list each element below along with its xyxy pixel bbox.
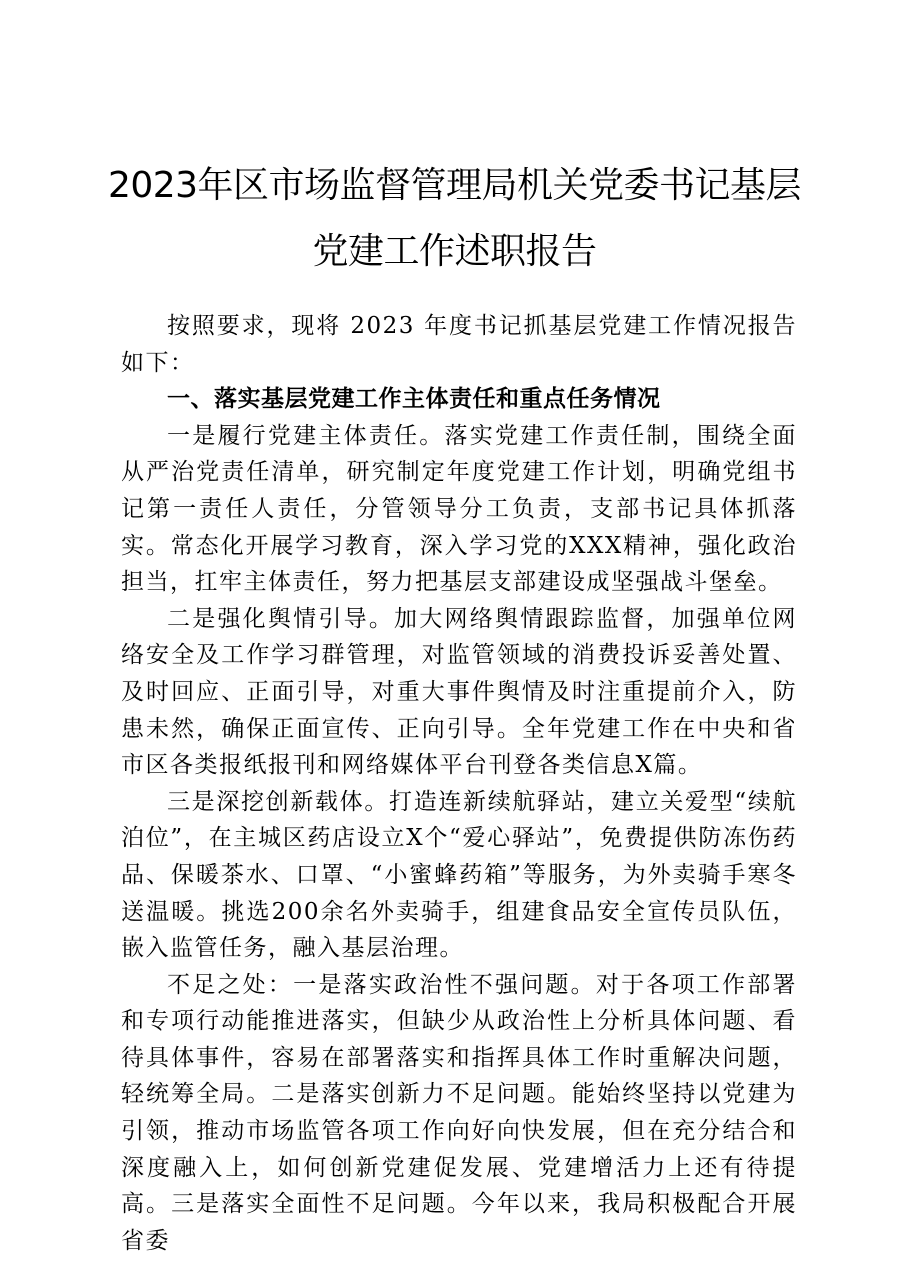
document-title-line-2: 党建工作述职报告 <box>312 231 597 272</box>
intro-paragraph: 按照要求，现将 2023 年度书记抓基层党建工作情况报告如下： <box>121 313 797 376</box>
paragraph-public-opinion: 二是强化舆情引导。加大网络舆情跟踪监督，加强单位网络安全及工作学习群管理，对监管领域的消费投诉妥善处置、及时回应、正面引导，对重大事件舆情及时注重提前介入，防患未然，确保正面宣传、正向引导。全年党建工作在中央和省市区各类报纸报刊和网络媒体平台刊登各类信息X篇。 <box>121 605 797 779</box>
paragraph-party-responsibility: 一是履行党建主体责任。落实党建工作责任制，围绕全面从严治党责任清单，研究制定年度党建工作计划，明确党组书记第一责任人责任，分管领导分工负责，支部书记具体抓落实。常态化开展学习教育，深入学习党的XXX精神，强化政治担当，扛牢主体责任，努力把基层支部建设成坚强战斗堡垒。 <box>121 422 797 596</box>
paragraph-innovation: 三是深挖创新载体。打造连新续航驿站，建立关爱型“续航泊位”，在主城区药店设立X个“爱心驿站”，免费提供防冻伤药品、保暖茶水、口罩、“小蜜蜂药箱”等服务，为外卖骑手寒冬送温暖。挑选200余名外卖骑手，组建食品安全宣传员队伍，嵌入监管任务，融入基层治理。 <box>121 788 797 962</box>
paragraph-shortcomings: 不足之处：一是落实政治性不强问题。对于各项工作部署和专项行动能推进落实，但缺少从政治性上分析具体问题、看待具体事件，容易在部署落实和指挥具体工作时重解决问题，轻统筹全局。二是落实创新力不足问题。能始终坚持以党建为引领，推动市场监管各项工作向好向快发展，但在充分结合和深度融入上，如何创新党建促发展、党建增活力上还有待提高。三是落实全面性不足问题。今年以来，我局积极配合开展省委 <box>121 971 797 1254</box>
section-heading: 一、落实基层党建工作主体责任和重点任务情况 <box>167 386 661 413</box>
document-body <box>121 308 797 1259</box>
document-title-line-1: 2023年区市场监督管理局机关党委书记基层 <box>107 165 802 206</box>
